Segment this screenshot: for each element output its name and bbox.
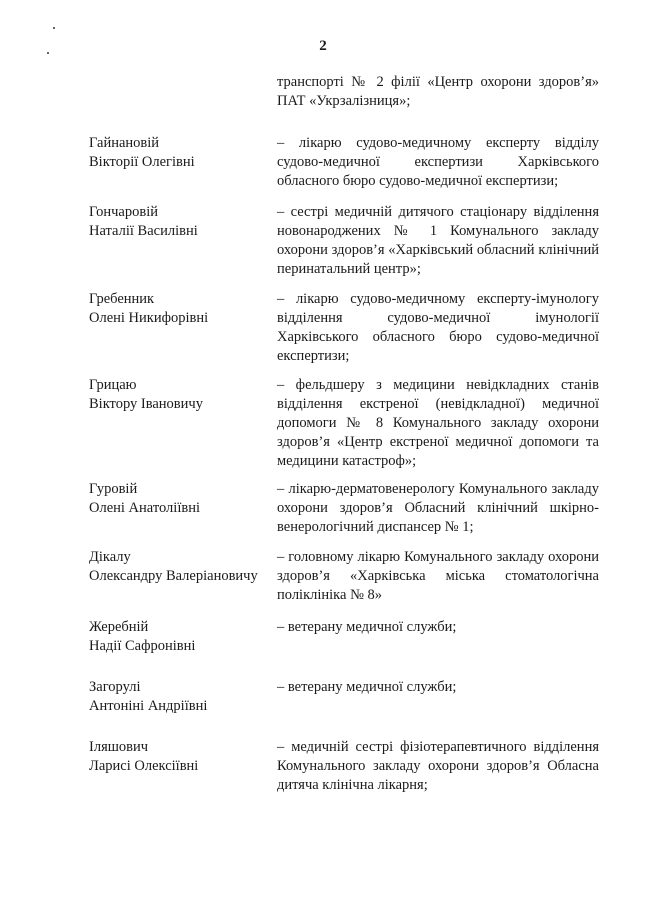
person-name <box>89 678 279 716</box>
person-surname: Загорулі <box>89 679 141 695</box>
person-name <box>89 738 279 776</box>
person-position: – фельдшеру з медицини невідкладних станів відділення екстреної (невідкладної) медичної допомоги № 8 Комунального закладу охорони здоров’я «Центр екстреної медичної допомоги та медицини катастроф»; <box>277 377 599 469</box>
person-position: – лікарю судово-медичному експерту-імунологу відділення судово-медичної імунології Харківського обласного бюро судово-медичної експертизи; <box>277 291 599 364</box>
scan-speck-1 <box>53 27 55 29</box>
person-surname: Грицаю <box>89 377 137 393</box>
person-given-names: Віктору Івановичу <box>89 396 203 412</box>
person-position: – лікарю судово-медичному експерту відділу судово-медичної експертизи Харківського обласного бюро судово-медичної експертизи; <box>277 135 599 189</box>
person-given-names: Надії Сафронівні <box>89 638 196 654</box>
page-number: 2 <box>319 38 327 54</box>
person-surname: Жеребній <box>89 619 149 635</box>
person-name <box>89 480 279 518</box>
person-position: – ветерану медичної служби; <box>277 619 457 635</box>
person-given-names: Олені Никифорівні <box>89 310 209 326</box>
person-surname: Іляшович <box>89 739 149 755</box>
person-surname: Гребенник <box>89 291 155 307</box>
person-position: – медичній сестрі фізіотерапевтичного відділення Комунального закладу охорони здоров’я Обласна дитяча клінічна лікарня; <box>277 739 599 793</box>
person-position: – головному лікарю Комунального закладу охорони здоров’я «Харківська міська стоматологічна поліклініка № 8» <box>277 549 599 603</box>
person-given-names: Антоніні Андріївні <box>89 698 208 714</box>
person-surname: Гуровій <box>89 481 138 497</box>
person-name <box>89 290 279 328</box>
person-position: – ветерану медичної служби; <box>277 679 457 695</box>
person-position: – лікарю-дерматовенерологу Комунального закладу охорони здоров’я Обласний клінічний шкірно-венерологічний диспансер № 1; <box>277 481 599 535</box>
person-surname: Дікалу <box>89 549 131 565</box>
person-given-names: Олені Анатоліївні <box>89 500 200 516</box>
continuation-text: транспорті № 2 філії «Центр охорони здоров’я» ПАТ «Укрзалізниця»; <box>277 74 599 109</box>
person-name <box>89 376 279 414</box>
person-given-names: Наталії Василівні <box>89 223 198 239</box>
person-name <box>89 618 279 656</box>
person-surname: Гончаровій <box>89 204 158 220</box>
person-given-names: Ларисі Олексіївні <box>89 758 199 774</box>
person-position: – сестрі медичній дитячого стаціонару відділення новонароджених № 1 Комунального закладу охорони здоров’я «Харківський обласний клінічний перинатальний центр»; <box>277 204 599 277</box>
person-name <box>89 134 279 172</box>
person-name <box>89 203 279 241</box>
person-name <box>89 548 279 586</box>
person-given-names: Олександру Валеріановичу <box>89 568 258 584</box>
person-given-names: Вікторії Олегівні <box>89 154 195 170</box>
person-surname: Гайнановій <box>89 135 160 151</box>
